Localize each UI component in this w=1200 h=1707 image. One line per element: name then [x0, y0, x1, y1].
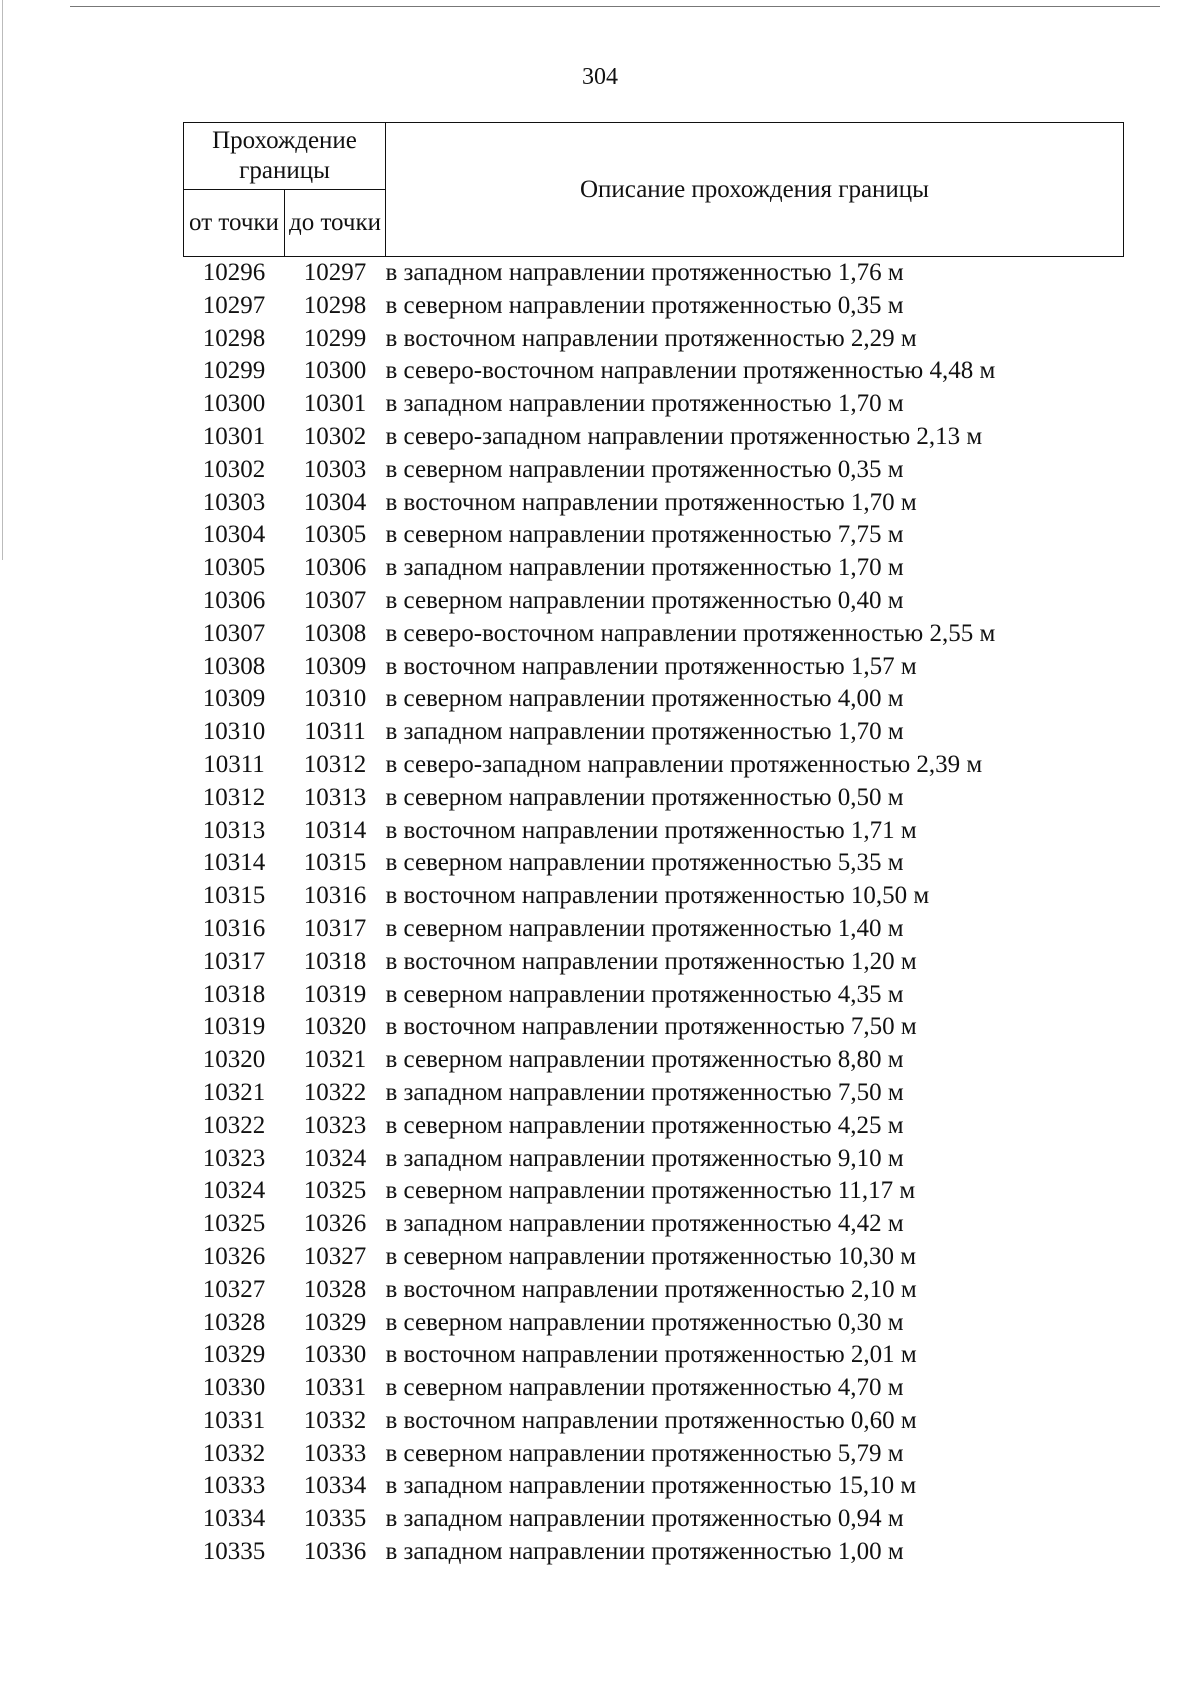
table-row	[184, 1077, 1124, 1110]
cell-from-point: 10308	[202, 652, 266, 680]
cell-description: в западном направлении протяженностью 9,10 м	[385, 1144, 904, 1172]
cell-description: в западном направлении протяженностью 1,76 м	[385, 259, 904, 286]
cell-to-point: 10322	[303, 1078, 367, 1106]
cell-to-point: 10297	[303, 259, 367, 286]
table-row	[184, 651, 1124, 684]
table-header	[184, 123, 1124, 257]
cell-description: в восточном направлении протяженностью 2,01 м	[385, 1341, 917, 1369]
cell-from-point: 10327	[202, 1275, 266, 1303]
table-row	[184, 355, 1124, 388]
table-row	[184, 1536, 1124, 1569]
cell-description: в северном направлении протяженностью 4,25 м	[385, 1111, 904, 1139]
cell-description: в северном направлении протяженностью 4,35 м	[385, 980, 904, 1008]
cell-description: в восточном направлении протяженностью 1,71 м	[385, 816, 917, 844]
cell-to-point: 10305	[303, 521, 367, 549]
cell-from-point: 10330	[202, 1374, 266, 1402]
cell-from-point: 10296	[202, 259, 266, 286]
cell-from-point: 10329	[202, 1341, 266, 1369]
table-row	[184, 1470, 1124, 1503]
cell-to-point: 10313	[303, 783, 367, 811]
cell-description: в северном направлении протяженностью 4,00 м	[385, 685, 904, 713]
table-row	[184, 487, 1124, 520]
cell-description: в северо-западном направлении протяженностью 2,39 м	[385, 750, 983, 778]
cell-description: в северном направлении протяженностью 0,35 м	[385, 291, 904, 319]
cell-to-point: 10309	[303, 652, 367, 680]
cell-description: в восточном направлении протяженностью 2,29 м	[385, 324, 917, 352]
header-to-point: до точки	[285, 190, 386, 257]
cell-from-point: 10305	[202, 554, 266, 582]
cell-from-point: 10301	[202, 422, 266, 450]
cell-from-point: 10309	[202, 685, 266, 713]
cell-to-point: 10303	[303, 455, 367, 483]
table-row	[184, 552, 1124, 585]
cell-from-point: 10322	[202, 1111, 266, 1139]
cell-to-point: 10299	[303, 324, 367, 352]
table-row	[184, 1044, 1124, 1077]
header-from-point: от точки	[184, 190, 285, 257]
table-row	[184, 946, 1124, 979]
cell-description: в северном направлении протяженностью 0,50 м	[385, 783, 904, 811]
cell-from-point: 10307	[202, 619, 266, 647]
cell-description: в северном направлении протяженностью 11,17 м	[385, 1177, 916, 1205]
table-row	[184, 847, 1124, 880]
table-row	[184, 1339, 1124, 1372]
boundary-table	[183, 122, 1124, 1569]
cell-from-point: 10318	[202, 980, 266, 1008]
cell-description: в западном направлении протяженностью 1,00 м	[385, 1538, 904, 1566]
cell-to-point: 10333	[303, 1439, 367, 1467]
cell-to-point: 10330	[303, 1341, 367, 1369]
table-row	[184, 1011, 1124, 1044]
cell-description: в северном направлении протяженностью 8,80 м	[385, 1046, 904, 1074]
cell-from-point: 10320	[202, 1046, 266, 1074]
cell-description: в западном направлении протяженностью 7,50 м	[385, 1078, 904, 1106]
header-boundary-passage: Прохождение границы	[184, 123, 386, 190]
cell-description: в западном направлении протяженностью 1,70 м	[385, 554, 904, 582]
cell-to-point: 10325	[303, 1177, 367, 1205]
cell-to-point: 10300	[303, 357, 367, 385]
cell-description: в северном направлении протяженностью 5,35 м	[385, 849, 904, 877]
cell-from-point: 10302	[202, 455, 266, 483]
cell-description: в северном направлении протяженностью 5,79 м	[385, 1439, 904, 1467]
cell-to-point: 10334	[303, 1472, 367, 1500]
cell-to-point: 10329	[303, 1308, 367, 1336]
cell-description: в северном направлении протяженностью 0,35 м	[385, 455, 904, 483]
cell-description: в западном направлении протяженностью 1,70 м	[385, 718, 904, 746]
cell-to-point: 10315	[303, 849, 367, 877]
cell-description: в восточном направлении протяженностью 2,10 м	[385, 1275, 917, 1303]
page-number: 304	[582, 64, 618, 90]
cell-description: в западном направлении протяженностью 1,70 м	[385, 390, 904, 418]
cell-from-point: 10334	[202, 1505, 266, 1533]
cell-description: в северном направлении протяженностью 4,70 м	[385, 1374, 904, 1402]
table-row	[184, 1307, 1124, 1340]
table-row	[184, 683, 1124, 716]
cell-from-point: 10306	[202, 586, 266, 614]
cell-to-point: 10320	[303, 1013, 367, 1041]
cell-from-point: 10315	[202, 882, 266, 910]
cell-description: в восточном направлении протяженностью 10,50 м	[385, 882, 930, 910]
cell-description: в восточном направлении протяженностью 1,20 м	[385, 947, 917, 975]
cell-to-point: 10301	[303, 390, 367, 418]
cell-from-point: 10304	[202, 521, 266, 549]
cell-from-point: 10299	[202, 357, 266, 385]
table-row	[184, 421, 1124, 454]
cell-to-point: 10302	[303, 422, 367, 450]
cell-description: в северном направлении протяженностью 0,30 м	[385, 1308, 904, 1336]
cell-description: в западном направлении протяженностью 0,94 м	[385, 1505, 904, 1533]
cell-to-point: 10318	[303, 947, 367, 975]
cell-description: в северо-восточном направлении протяженностью 2,55 м	[385, 619, 996, 647]
cell-from-point: 10331	[202, 1406, 266, 1434]
cell-to-point: 10323	[303, 1111, 367, 1139]
table-row	[184, 782, 1124, 815]
table-row	[184, 1241, 1124, 1274]
table-row	[184, 1110, 1124, 1143]
cell-to-point: 10308	[303, 619, 367, 647]
cell-description: в восточном направлении протяженностью 1,57 м	[385, 652, 917, 680]
cell-to-point: 10319	[303, 980, 367, 1008]
cell-from-point: 10325	[202, 1210, 266, 1238]
table-row	[184, 454, 1124, 487]
table-row	[184, 880, 1124, 913]
table-row	[184, 388, 1124, 421]
cell-description: в восточном направлении протяженностью 7,50 м	[385, 1013, 917, 1041]
table-row	[184, 716, 1124, 749]
cell-to-point: 10335	[303, 1505, 367, 1533]
cell-to-point: 10298	[303, 291, 367, 319]
cell-from-point: 10310	[202, 718, 266, 746]
cell-description: в северном направлении протяженностью 10,30 м	[385, 1242, 917, 1270]
cell-to-point: 10310	[303, 685, 367, 713]
header-description: Описание прохождения границы	[386, 123, 1124, 257]
cell-from-point: 10328	[202, 1308, 266, 1336]
cell-to-point: 10327	[303, 1242, 367, 1270]
cell-to-point: 10317	[303, 914, 367, 942]
cell-from-point: 10323	[202, 1144, 266, 1172]
table-row	[184, 1438, 1124, 1471]
cell-to-point: 10321	[303, 1046, 367, 1074]
table-row	[184, 618, 1124, 651]
cell-from-point: 10314	[202, 849, 266, 877]
cell-to-point: 10312	[303, 750, 367, 778]
cell-description: в северо-восточном направлении протяженностью 4,48 м	[385, 357, 996, 385]
cell-from-point: 10298	[202, 324, 266, 352]
cell-description: в северо-западном направлении протяженностью 2,13 м	[385, 422, 983, 450]
table-row	[184, 1175, 1124, 1208]
cell-to-point: 10316	[303, 882, 367, 910]
cell-to-point: 10304	[303, 488, 367, 516]
cell-to-point: 10328	[303, 1275, 367, 1303]
cell-from-point: 10332	[202, 1439, 266, 1467]
cell-from-point: 10321	[202, 1078, 266, 1106]
cell-description: в северном направлении протяженностью 0,40 м	[385, 586, 904, 614]
cell-description: в восточном направлении протяженностью 0,60 м	[385, 1406, 917, 1434]
table-row	[184, 1143, 1124, 1176]
cell-from-point: 10297	[202, 291, 266, 319]
table-row	[184, 913, 1124, 946]
cell-description: в западном направлении протяженностью 4,42 м	[385, 1210, 904, 1238]
table-row	[184, 1372, 1124, 1405]
scan-top-rule	[70, 6, 1160, 7]
table-row	[184, 585, 1124, 618]
table-row	[184, 519, 1124, 552]
table-row	[184, 749, 1124, 782]
cell-to-point: 10314	[303, 816, 367, 844]
cell-to-point: 10307	[303, 586, 367, 614]
cell-to-point: 10336	[303, 1538, 367, 1566]
cell-from-point: 10319	[202, 1013, 266, 1041]
cell-from-point: 10300	[202, 390, 266, 418]
cell-from-point: 10313	[202, 816, 266, 844]
table-row	[184, 1274, 1124, 1307]
table-row	[184, 257, 1124, 290]
cell-to-point: 10332	[303, 1406, 367, 1434]
cell-to-point: 10326	[303, 1210, 367, 1238]
cell-from-point: 10335	[202, 1538, 266, 1566]
cell-to-point: 10324	[303, 1144, 367, 1172]
cell-from-point: 10317	[202, 947, 266, 975]
cell-description: в западном направлении протяженностью 15,10 м	[385, 1472, 917, 1500]
table-body	[184, 257, 1124, 1569]
cell-from-point: 10326	[202, 1242, 266, 1270]
cell-description: в северном направлении протяженностью 7,75 м	[385, 521, 904, 549]
table-row	[184, 1503, 1124, 1536]
table-row	[184, 1208, 1124, 1241]
table-row	[184, 290, 1124, 323]
cell-description: в восточном направлении протяженностью 1,70 м	[385, 488, 917, 516]
cell-to-point: 10311	[304, 718, 366, 746]
cell-from-point: 10324	[202, 1177, 266, 1205]
cell-from-point: 10333	[202, 1472, 266, 1500]
cell-from-point: 10311	[203, 750, 265, 778]
table-row	[184, 1405, 1124, 1438]
cell-description: в северном направлении протяженностью 1,40 м	[385, 914, 904, 942]
cell-from-point: 10312	[202, 783, 266, 811]
cell-from-point: 10316	[202, 914, 266, 942]
table-row	[184, 815, 1124, 848]
cell-to-point: 10306	[303, 554, 367, 582]
cell-to-point: 10331	[303, 1374, 367, 1402]
cell-from-point: 10303	[202, 488, 266, 516]
table-row	[184, 323, 1124, 356]
table-row	[184, 979, 1124, 1012]
